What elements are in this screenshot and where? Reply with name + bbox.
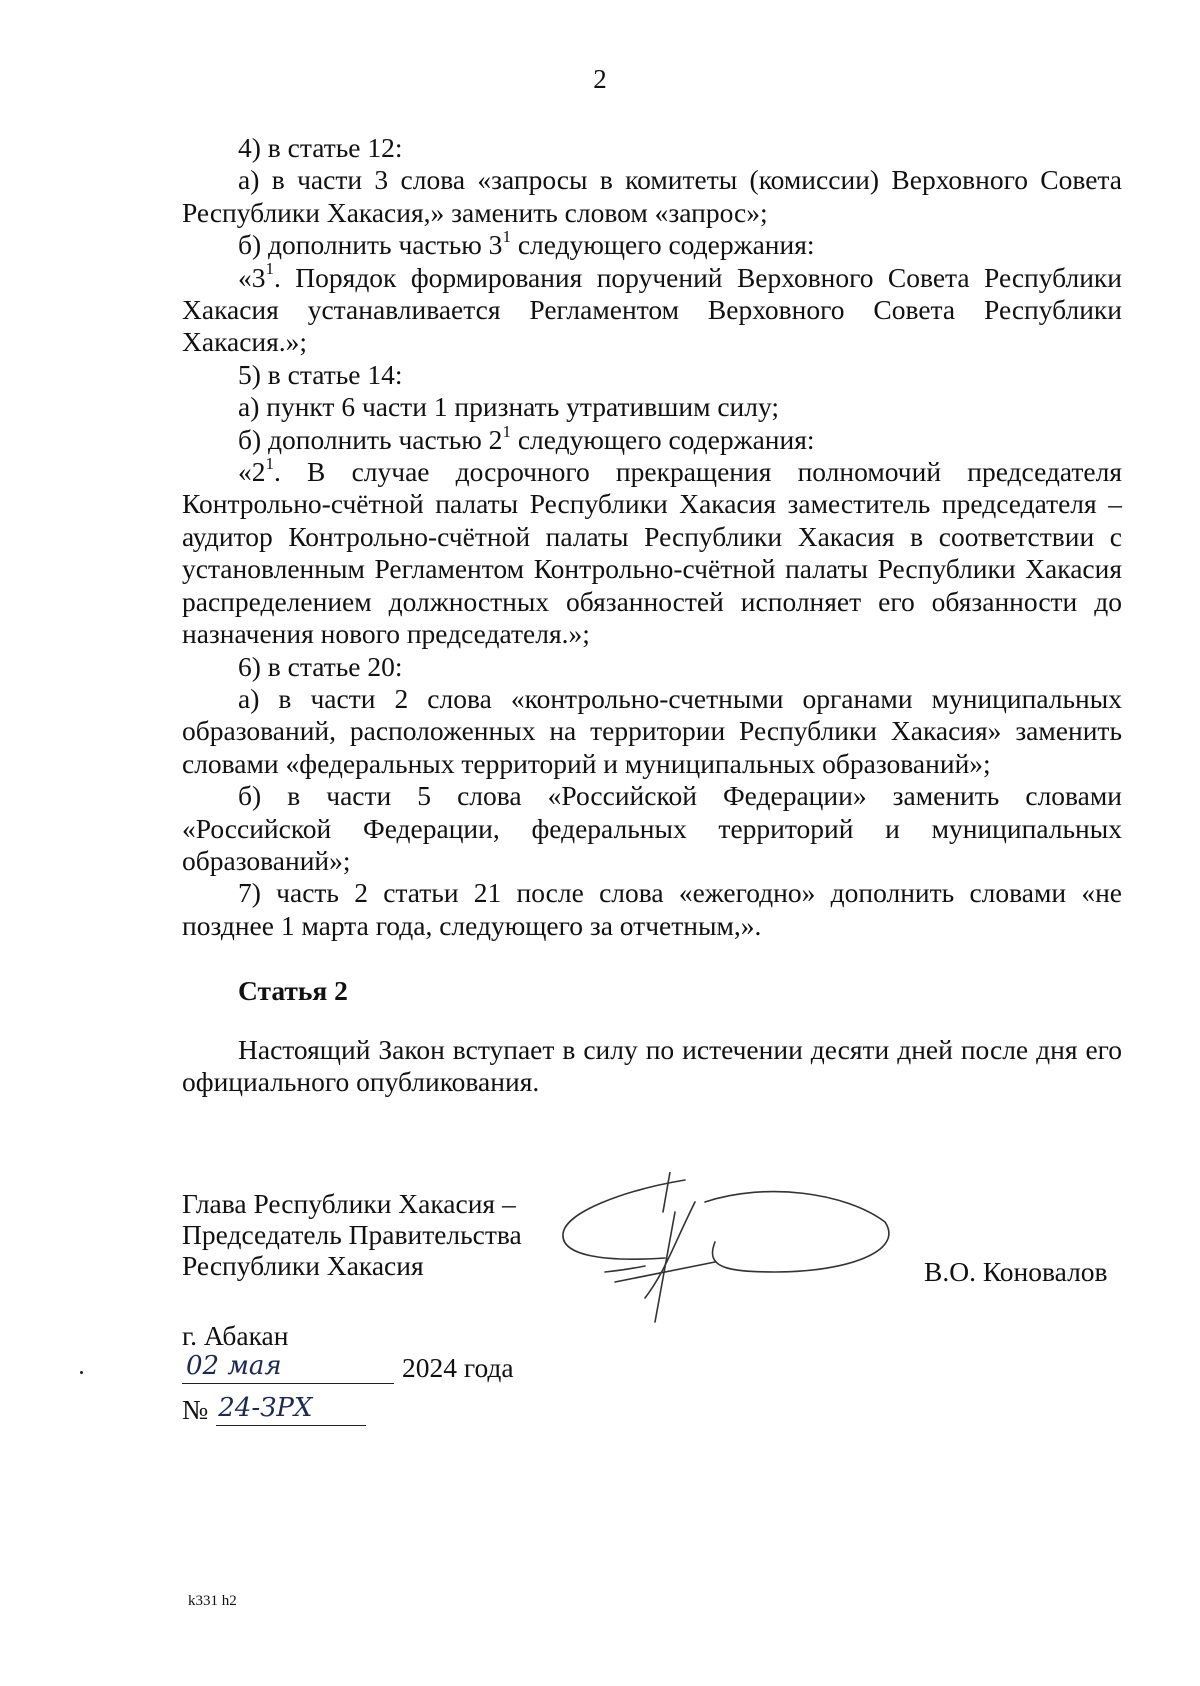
handwritten-date: 02 мая <box>186 1351 282 1381</box>
date-field <box>182 1353 394 1384</box>
amendment-paragraph: а) в части 2 слова «контрольно-счетными органами муниципальных образований, расположенных на территории Республики Хакасия» заменить словами «федеральных территорий и муниципальных образований»; <box>182 682 1122 779</box>
signature-graphic <box>545 1172 895 1342</box>
position-line: Республики Хакасия <box>182 1250 424 1281</box>
footer-code: k331 h2 <box>188 1593 237 1609</box>
amendment-item: а) пункт 6 части 1 признать утратившим силу; <box>238 391 780 423</box>
position-line: Глава Республики Хакасия – <box>182 1188 516 1219</box>
amendment-paragraph: а) в части 3 слова «запросы в комитеты (комиссии) Верховного Совета Республики Хакасия,» заменить словом «запрос»; <box>182 164 1122 228</box>
article-text: Настоящий Закон вступает в силу по истечении десяти дней после дня его официального опубликования. <box>182 1033 1122 1097</box>
year-suffix: 2024 года <box>402 1352 514 1383</box>
page-number: 2 <box>593 64 607 94</box>
date-line <box>182 1352 514 1384</box>
signatory-position <box>182 1188 522 1281</box>
position-line: Председатель Правительства <box>182 1219 522 1250</box>
amendment-paragraph: б) в части 5 слова «Российской Федерации» заменить словами «Российской Федерации, федеральных территорий и муниципальных образований»; <box>182 780 1122 876</box>
signatory-name: В.О. Коновалов <box>924 1256 1108 1287</box>
place: г. Абакан <box>182 1320 289 1351</box>
document-body <box>182 132 1122 1098</box>
number-sign: № <box>182 1394 209 1425</box>
amendment-item: б) дополнить частью $2^1$ следующего содержания: <box>238 421 815 455</box>
handwritten-number: 24-ЗРХ <box>218 1393 313 1423</box>
amendment-item: 6) в статье 20: <box>238 650 403 682</box>
amendment-item: б) дополнить частью $3^1$ следующего содержания: <box>238 227 815 261</box>
amendment-item: 4) в статье 12: <box>238 132 403 163</box>
amendment-item: 5) в статье 14: <box>238 358 403 390</box>
scan-speck <box>80 1371 83 1374</box>
amendment-paragraph: «$3^1$. Порядок формирования поручений Верховного Совета Республики Хакасия устанавливается Регламентом Верховного Совета Республики Хакасия.»; <box>182 259 1122 358</box>
number-line <box>182 1394 366 1426</box>
amendment-paragraph: 7) часть 2 статьи 21 после слова «ежегодно» дополнить словами «не позднее 1 марта года, следующего за отчетным,». <box>182 877 1122 941</box>
amendment-paragraph: «$2^1$. В случае досрочного прекращения полномочий председателя Контрольно-счётной палаты Республики Хакасия заместитель председателя – аудитор Контрольно-счётной палаты Республики Хакасия в соответствии с установленным Регламентом Контрольно-счётной палаты Республики Хакасия распределением должностных обязанностей исполняет его обязанности до назначения нового председателя.»; <box>182 453 1122 650</box>
article-heading: Статья 2 <box>238 975 348 1007</box>
number-field <box>216 1395 366 1426</box>
